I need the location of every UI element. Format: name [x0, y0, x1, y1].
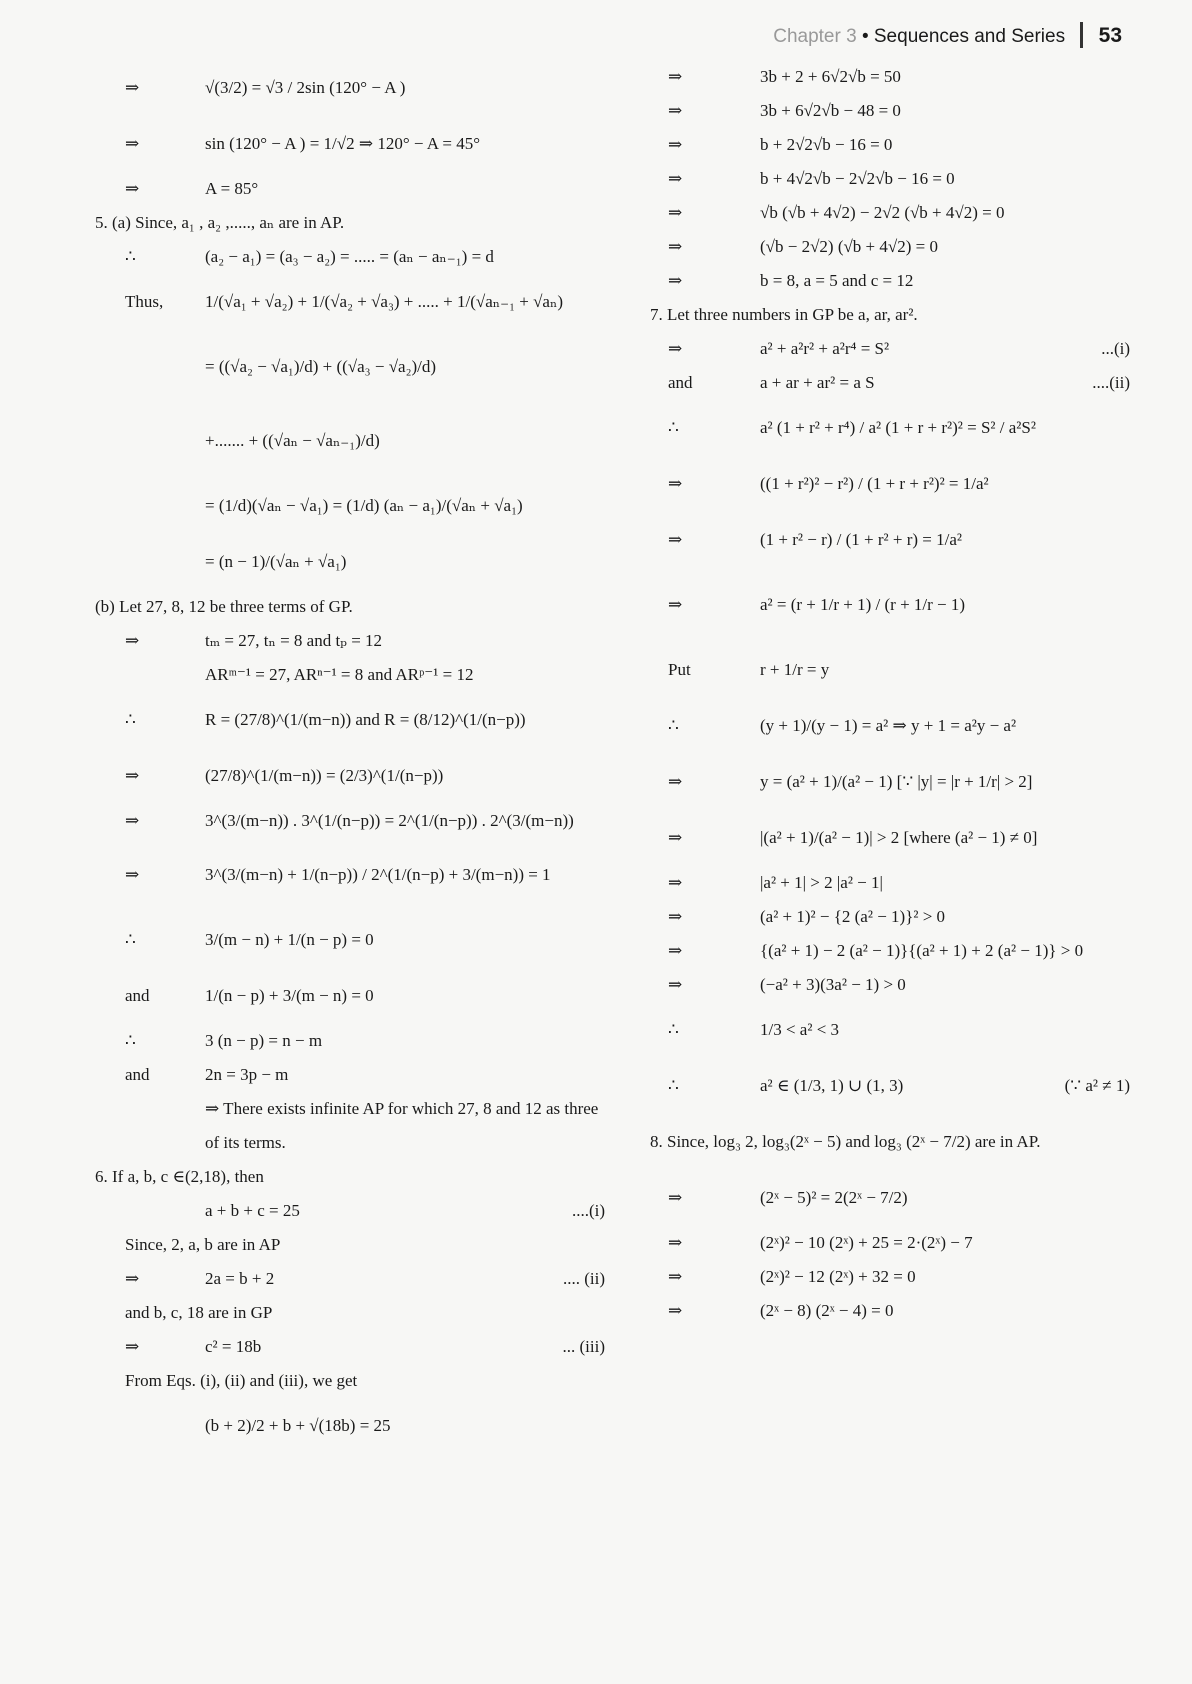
solution-line: [650, 900, 1140, 934]
equation: of its terms.: [205, 1133, 286, 1152]
equation: a² (1 + r² + r⁴) / a² (1 + r + r²)² = S² / a²S²: [760, 418, 1036, 437]
solution-line: [95, 912, 625, 968]
implies-symbol: ⇒: [125, 631, 140, 650]
solution-line: [650, 366, 1140, 400]
line-label: Put: [668, 660, 691, 679]
implies-symbol: ⇒: [668, 67, 683, 86]
solution-line: [650, 642, 1140, 698]
right-column: [650, 60, 1140, 1328]
solution-line: [650, 298, 1140, 332]
implies-symbol: ⇒: [125, 1337, 140, 1356]
solution-line: [95, 1058, 625, 1092]
solution-line: [95, 624, 625, 658]
solution-line: [95, 1024, 625, 1058]
equation: 3 (n − p) = n − m: [205, 1031, 323, 1050]
solution-line: [650, 400, 1140, 456]
problem-statement: (b) Let 27, 8, 12 be three terms of GP.: [95, 597, 353, 616]
implies-symbol: ∴: [668, 1076, 679, 1095]
solution-line: [95, 1092, 625, 1126]
solution-line: [95, 1160, 625, 1194]
page-number: 53: [1098, 24, 1122, 47]
solution-line: [95, 404, 625, 478]
equation: a² = (r + 1/r + 1) / (r + 1/r − 1): [760, 595, 966, 614]
implies-symbol: ∴: [125, 1031, 136, 1050]
equation: c² = 18b: [205, 1337, 262, 1356]
equation: 1/3 < a² < 3: [760, 1020, 840, 1039]
equation: a + b + c = 25: [205, 1201, 300, 1220]
solution-line: [95, 838, 625, 912]
line-label: and b, c, 18 are in GP: [125, 1303, 273, 1322]
equation: sin (120° − A ) = 1/√2 ⇒ 120° − A = 45°: [205, 134, 481, 153]
solution-line: [95, 1126, 625, 1160]
implies-symbol: ⇒: [125, 865, 140, 884]
equation: b = 8, a = 5 and c = 12: [760, 271, 914, 290]
equation: {(a² + 1) − 2 (a² − 1)}{(a² + 1) + 2 (a² − 1)} > 0: [760, 941, 1084, 960]
equation-tag: .... (ii): [562, 1269, 605, 1288]
equation: a + ar + ar² = a S: [760, 373, 875, 392]
solution-line: [650, 1002, 1140, 1058]
solution-line: [95, 1228, 625, 1262]
solution-line: [95, 748, 625, 804]
solution-line: [650, 230, 1140, 264]
solution-line: [650, 934, 1140, 968]
solution-line: [650, 754, 1140, 810]
equation: y = (a² + 1)/(a² − 1) [∵ |y| = |r + 1/r| > 2]: [760, 772, 1033, 791]
solution-line: [650, 698, 1140, 754]
equation: (2ˣ)² − 12 (2ˣ) + 32 = 0: [760, 1267, 916, 1286]
implies-symbol: ⇒: [668, 1188, 683, 1207]
equation-tag: ...(i): [1101, 339, 1130, 358]
implies-symbol: ⇒: [668, 941, 683, 960]
equation: 3b + 2 + 6√2√b = 50: [760, 67, 901, 86]
equation: 2a = b + 2: [205, 1269, 275, 1288]
left-column: [95, 60, 625, 1454]
header-divider: [1080, 22, 1083, 48]
equation: 3b + 6√2√b − 48 = 0: [760, 101, 901, 120]
equation: ARᵐ⁻¹ = 27, ARⁿ⁻¹ = 8 and ARᵖ⁻¹ = 12: [205, 665, 474, 684]
solution-line: [650, 264, 1140, 298]
equation: 3^(3/(m−n) + 1/(n−p)) / 2^(1/(n−p) + 3/(m−n)) = 1: [205, 865, 551, 884]
implies-symbol: ⇒: [668, 828, 683, 847]
implies-symbol: ⇒: [125, 766, 140, 785]
line-label: Since, 2, a, b are in AP: [125, 1235, 281, 1254]
solution-line: [650, 810, 1140, 866]
implies-symbol: ⇒: [125, 811, 140, 830]
solution-line: [95, 692, 625, 748]
solution-line: [95, 1194, 625, 1228]
implies-symbol: ∴: [668, 1020, 679, 1039]
implies-symbol: ⇒: [668, 135, 683, 154]
equation: r + 1/r = y: [760, 660, 830, 679]
solution-line: [95, 1398, 625, 1454]
implies-symbol: ⇒: [668, 907, 683, 926]
solution-line: [650, 568, 1140, 642]
implies-symbol: ⇒: [668, 203, 683, 222]
implies-symbol: ⇒: [125, 78, 140, 97]
problem-statement: 7. Let three numbers in GP be a, ar, ar².: [650, 305, 918, 324]
solution-line: [650, 60, 1140, 94]
equation: (b + 2)/2 + b + √(18b) = 25: [205, 1416, 391, 1435]
equation-tag: ....(ii): [1092, 373, 1130, 392]
solution-line: [95, 478, 625, 534]
implies-symbol: ⇒: [668, 1267, 683, 1286]
implies-symbol: ∴: [125, 710, 136, 729]
equation: (y + 1)/(y − 1) = a² ⇒ y + 1 = a²y − a²: [760, 716, 1017, 735]
equation: a² + a²r² + a²r⁴ = S²: [760, 339, 890, 358]
equation-tag: ....(i): [571, 1201, 605, 1220]
equation: = (n − 1)/(√aₙ + √a₁): [205, 552, 347, 571]
chapter-title: • Sequences and Series: [861, 26, 1066, 47]
implies-symbol: ∴: [668, 716, 679, 735]
solution-line: [650, 332, 1140, 366]
implies-symbol: ⇒: [668, 772, 683, 791]
equation: b + 2√2√b − 16 = 0: [760, 135, 893, 154]
equation: a² ∈ (1/3, 1) ∪ (1, 3): [760, 1076, 904, 1095]
solution-line: [650, 94, 1140, 128]
implies-symbol: ⇒: [125, 134, 140, 153]
solution-line: [95, 534, 625, 590]
implies-symbol: ⇒: [125, 179, 140, 198]
equation: (a₂ − a₁) = (a₃ − a₂) = ..... = (aₙ − aₙ₋₁) = d: [205, 247, 494, 266]
equation: 2n = 3p − m: [205, 1065, 289, 1084]
implies-symbol: ⇒: [668, 1301, 683, 1320]
implies-symbol: ⇒: [668, 101, 683, 120]
equation: 3/(m − n) + 1/(n − p) = 0: [205, 930, 374, 949]
equation: (2ˣ)² − 10 (2ˣ) + 25 = 2·(2ˣ) − 7: [760, 1233, 973, 1252]
solution-line: [95, 1262, 625, 1296]
chapter-label: Chapter 3: [773, 26, 857, 47]
page-header: [773, 22, 1122, 48]
implies-symbol: ⇒: [125, 1269, 140, 1288]
problem-statement: 6. If a, b, c ∈(2,18), then: [95, 1167, 264, 1186]
solution-line: [95, 1330, 625, 1364]
equation: +....... + ((√aₙ − √aₙ₋₁)/d): [205, 431, 380, 450]
solution-line: [95, 172, 625, 206]
implies-symbol: ⇒: [668, 271, 683, 290]
equation: 1/(n − p) + 3/(m − n) = 0: [205, 986, 374, 1005]
solution-line: [95, 60, 625, 116]
implies-symbol: ⇒: [668, 169, 683, 188]
line-label: and: [125, 1065, 150, 1084]
equation-tag: ... (iii): [562, 1337, 605, 1356]
solution-line: [95, 206, 625, 240]
solution-line: [650, 1114, 1140, 1170]
implies-symbol: ⇒: [668, 237, 683, 256]
equation: (−a² + 3)(3a² − 1) > 0: [760, 975, 906, 994]
solution-line: [650, 196, 1140, 230]
equation: (a² + 1)² − {2 (a² − 1)}² > 0: [760, 907, 946, 926]
solution-line: [650, 162, 1140, 196]
equation: |(a² + 1)/(a² − 1)| > 2 [where (a² − 1) ≠ 0]: [760, 828, 1038, 847]
implies-symbol: ⇒: [668, 474, 683, 493]
equation: A = 85°: [205, 179, 259, 198]
implies-symbol: ⇒: [668, 1233, 683, 1252]
solution-line: [95, 1364, 625, 1398]
equation: (2ˣ − 8) (2ˣ − 4) = 0: [760, 1301, 894, 1320]
equation: 3^(3/(m−n)) . 3^(1/(n−p)) = 2^(1/(n−p)) . 2^(3/(m−n)): [205, 811, 574, 830]
solution-line: [95, 240, 625, 274]
solution-line: [95, 968, 625, 1024]
solution-line: [650, 1058, 1140, 1114]
equation: (1 + r² − r) / (1 + r² + r) = 1/a²: [760, 530, 963, 549]
equation: (√b − 2√2) (√b + 4√2) = 0: [760, 237, 938, 256]
equation: b + 4√2√b − 2√2√b − 16 = 0: [760, 169, 955, 188]
solution-line: [650, 1170, 1140, 1226]
equation: 1/(√a₁ + √a₂) + 1/(√a₂ + √a₃) + ..... + 1/(√aₙ₋₁ + √aₙ): [205, 292, 563, 311]
equation: = (1/d)(√aₙ − √a₁) = (1/d) (aₙ − a₁)/(√aₙ + √a₁): [205, 496, 523, 515]
problem-statement: 8. Since, log₃ 2, log₃(2ˣ − 5) and log₃ (2ˣ − 7/2) are in AP.: [650, 1132, 1041, 1151]
problem-statement: 5. (a) Since, a₁ , a₂ ,....., aₙ are in AP.: [95, 213, 345, 232]
equation: (27/8)^(1/(m−n)) = (2/3)^(1/(n−p)): [205, 766, 444, 785]
solution-line: [95, 274, 625, 330]
implies-symbol: ⇒: [668, 975, 683, 994]
implies-symbol: ∴: [125, 930, 136, 949]
solution-line: [95, 590, 625, 624]
solution-line: [95, 804, 625, 838]
equation: √b (√b + 4√2) − 2√2 (√b + 4√2) = 0: [760, 203, 1005, 222]
equation: |a² + 1| > 2 |a² − 1|: [760, 873, 883, 892]
equation: ((1 + r²)² − r²) / (1 + r + r²)² = 1/a²: [760, 474, 989, 493]
equation-tag: (∵ a² ≠ 1): [1064, 1076, 1130, 1095]
line-label: Thus,: [125, 292, 164, 311]
equation: ⇒ There exists infinite AP for which 27, 8 and 12 as three: [205, 1099, 599, 1118]
equation: = ((√a₂ − √a₁)/d) + ((√a₃ − √a₂)/d): [205, 357, 437, 376]
implies-symbol: ∴: [668, 418, 679, 437]
solution-line: [650, 456, 1140, 512]
solution-line: [95, 658, 625, 692]
solution-line: [650, 1226, 1140, 1260]
line-label: and: [125, 986, 150, 1005]
line-label: and: [668, 373, 693, 392]
solution-line: [95, 330, 625, 404]
implies-symbol: ⇒: [668, 873, 683, 892]
implies-symbol: ∴: [125, 247, 136, 266]
solution-line: [650, 512, 1140, 568]
equation: R = (27/8)^(1/(m−n)) and R = (8/12)^(1/(n−p)): [205, 710, 526, 729]
solution-line: [95, 116, 625, 172]
equation: √(3/2) = √3 / 2sin (120° − A ): [205, 78, 406, 97]
solution-line: [650, 968, 1140, 1002]
solution-line: [650, 1260, 1140, 1294]
equation: (2ˣ − 5)² = 2(2ˣ − 7/2): [760, 1188, 908, 1207]
implies-symbol: ⇒: [668, 339, 683, 358]
line-label: From Eqs. (i), (ii) and (iii), we get: [125, 1371, 358, 1390]
implies-symbol: ⇒: [668, 595, 683, 614]
implies-symbol: ⇒: [668, 530, 683, 549]
solution-line: [650, 1294, 1140, 1328]
equation: tₘ = 27, tₙ = 8 and tₚ = 12: [205, 631, 383, 650]
solution-line: [650, 128, 1140, 162]
solution-line: [95, 1296, 625, 1330]
solution-line: [650, 866, 1140, 900]
